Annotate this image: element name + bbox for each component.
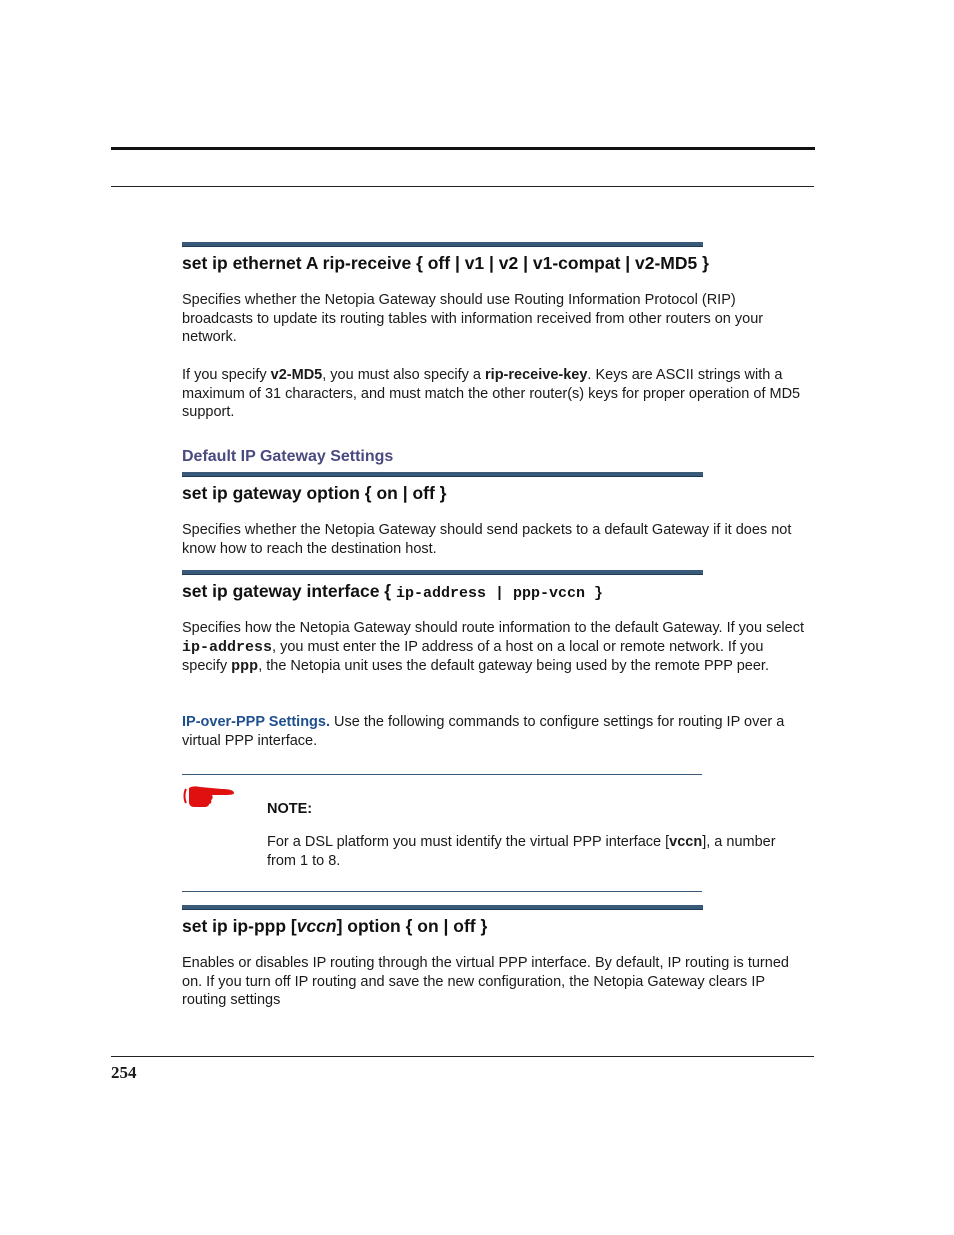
rip-receive-key-note: If you specify v2-MD5, you must also specify a rip-receive-key. Keys are ASCII strings with a maximum of 31 characters, and must match the other router(s) keys for proper operation of MD5 support. xyxy=(182,367,801,421)
footer-rule xyxy=(111,1056,814,1057)
note-bottom-rule xyxy=(182,891,702,892)
header-rule-thick xyxy=(111,147,815,150)
page-number: 254 xyxy=(111,1063,137,1082)
gateway-option-description: Specifies whether the Netopia Gateway should send packets to a default Gateway if it does not know how to reach the destination host. xyxy=(182,522,792,557)
gateway-interface-heading: set ip gateway interface { ip-address | ppp-vccn } xyxy=(182,581,604,602)
ip-ppp-option-description: Enables or disables IP routing through the virtual PPP interface. By default, IP routing is turned on. If you turn off IP routing and save the new configuration, the Netopia Gateway clears IP routing settings xyxy=(182,955,789,1009)
gateway-option-heading: set ip gateway option { on | off } xyxy=(182,483,447,503)
rip-receive-description: Specifies whether the Netopia Gateway should use Routing Information Protocol (RIP) broadcasts to update its routing tables with information received from other routers on your network. xyxy=(182,292,764,346)
section-bar xyxy=(182,570,703,575)
rip-receive-heading: set ip ethernet A rip-receive { off | v1 | v2 | v1-compat | v2-MD5 } xyxy=(182,253,709,273)
note-label: NOTE: xyxy=(267,801,313,817)
note-text: For a DSL platform you must identify the virtual PPP interface [vccn], a number from 1 to 8. xyxy=(267,834,776,869)
pointing-hand-icon xyxy=(182,783,238,809)
header-rule-thin xyxy=(111,186,814,187)
ip-over-ppp-paragraph: IP-over-PPP Settings. Use the following commands to configure settings for routing IP over a virtual PPP interface. xyxy=(182,714,785,749)
section-bar xyxy=(182,242,703,247)
section-bar xyxy=(182,472,703,477)
note-top-rule xyxy=(182,774,702,775)
section-bar xyxy=(182,905,703,910)
gateway-interface-description: Specifies how the Netopia Gateway should route information to the default Gateway. If you select ip-address, you must enter the IP address of a host on a local or remote network. If you specify ppp, the Netopia unit uses the default gateway being used by the remote PPP peer. xyxy=(182,620,804,676)
ip-ppp-option-heading: set ip ip-ppp [vccn] option { on | off } xyxy=(182,916,488,936)
default-gateway-subheading: Default IP Gateway Settings xyxy=(182,448,394,465)
